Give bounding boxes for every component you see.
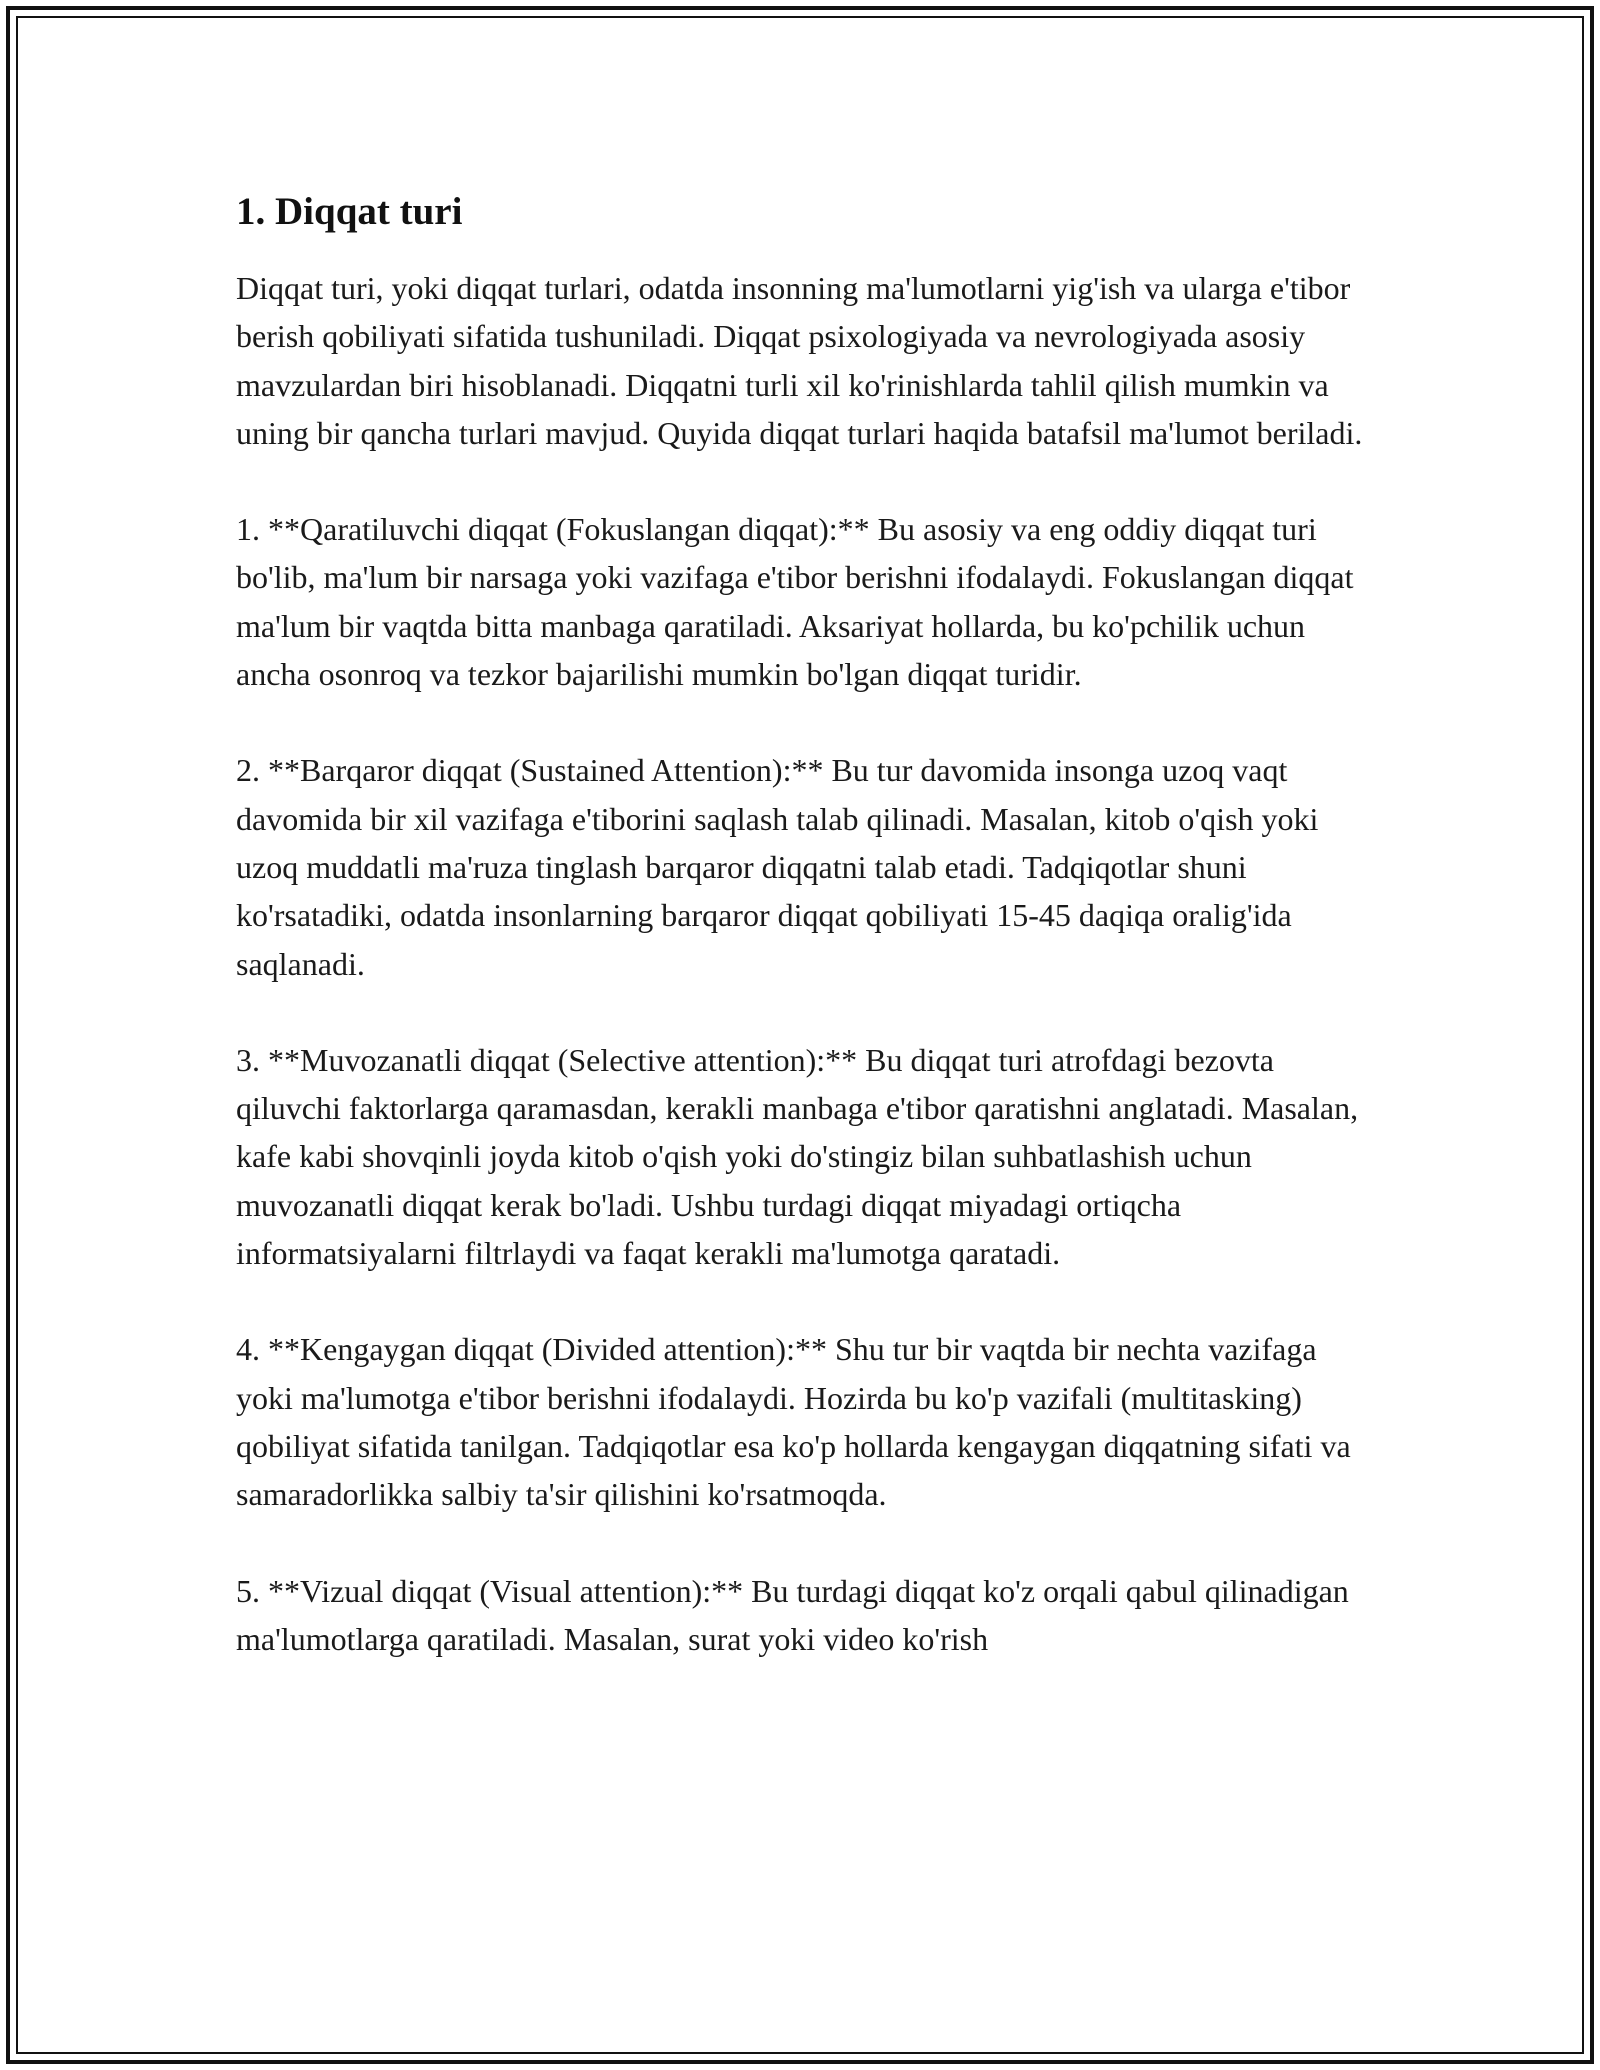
paragraph-visual-attention: 5. **Vizual diqqat (Visual attention):** Bu turdagi diqqat ko'z orqali qabul qilinadigan ma'lumotlarga qaratiladi. Masalan, surat yoki video ko'rish [236, 1572, 1349, 1657]
page-title: 1. Diqqat turi [236, 190, 463, 233]
document-body [236, 186, 1366, 1711]
paragraph-selective-attention: 3. **Muvozanatli diqqat (Selective attention):** Bu diqqat turi atrofdagi bezovta qiluvchi faktorlarga qaramasdan, kerakli manbaga e'tibor qaratishni anglatadi. Masalan, kafe kabi shovqinli joyda kitob o'qish yoki do'stingiz bilan suhbatlashish uchun muvozanatli diqqat kerak bo'ladi. Ushbu turdagi diqqat miyadagi ortiqcha informatsiyalarni filtrlaydi va faqat kerakli ma'lumotga qaratadi. [236, 1041, 1359, 1272]
intro-paragraph: Diqqat turi, yoki diqqat turlari, odatda insonning ma'lumotlarni yig'ish va ularga e'tibor berish qobiliyati sifatida tushuniladi. Diqqat psixologiyada va nevrologiyada asosiy mavzulardan biri hisoblanadi. Diqqatni turli xil ko'rinishlarda tahlil qilish mumkin va uning bir qancha turlari mavjud. Quyida diqqat turlari haqida batafsil ma'lumot beriladi. [236, 270, 1363, 451]
paragraph-divided-attention: 4. **Kengaygan diqqat (Divided attention):** Shu tur bir vaqtda bir nechta vazifaga yoki ma'lumotga e'tibor berishni ifodalaydi. Hozirda bu ko'p vazifali (multitasking) qobiliyat sifatida tanilgan. Tadqiqotlar esa ko'p hollarda kengaygan diqqatning sifati va samaradorlikka salbiy ta'sir qilishini ko'rsatmoqda. [236, 1331, 1351, 1513]
paragraph-sustained-attention: 2. **Barqaror diqqat (Sustained Attention):** Bu tur davomida insonga uzoq vaqt davomida bir xil vazifaga e'tiborini saqlash talab qilinadi. Masalan, kitob o'qish yoki uzoq muddatli ma'ruza tinglash barqaror diqqatni talab etadi. Tadqiqotlar shuni ko'rsatadiki, odatda insonlarning barqaror diqqat qobiliyati 15-45 daqiqa oralig'ida saqlanadi. [236, 752, 1319, 982]
paragraph-focused-attention: 1. **Qaratiluvchi diqqat (Fokuslangan diqqat):** Bu asosiy va eng oddiy diqqat turi bo'lib, ma'lum bir narsaga yoki vazifaga e'tibor berishni ifodalaydi. Fokuslangan diqqat ma'lum bir vaqtda bitta manbaga qaratiladi. Aksariyat hollarda, bu ko'pchilik uchun ancha osonroq va tezkor bajarilishi mumkin bo'lgan diqqat turidir. [236, 511, 1354, 693]
